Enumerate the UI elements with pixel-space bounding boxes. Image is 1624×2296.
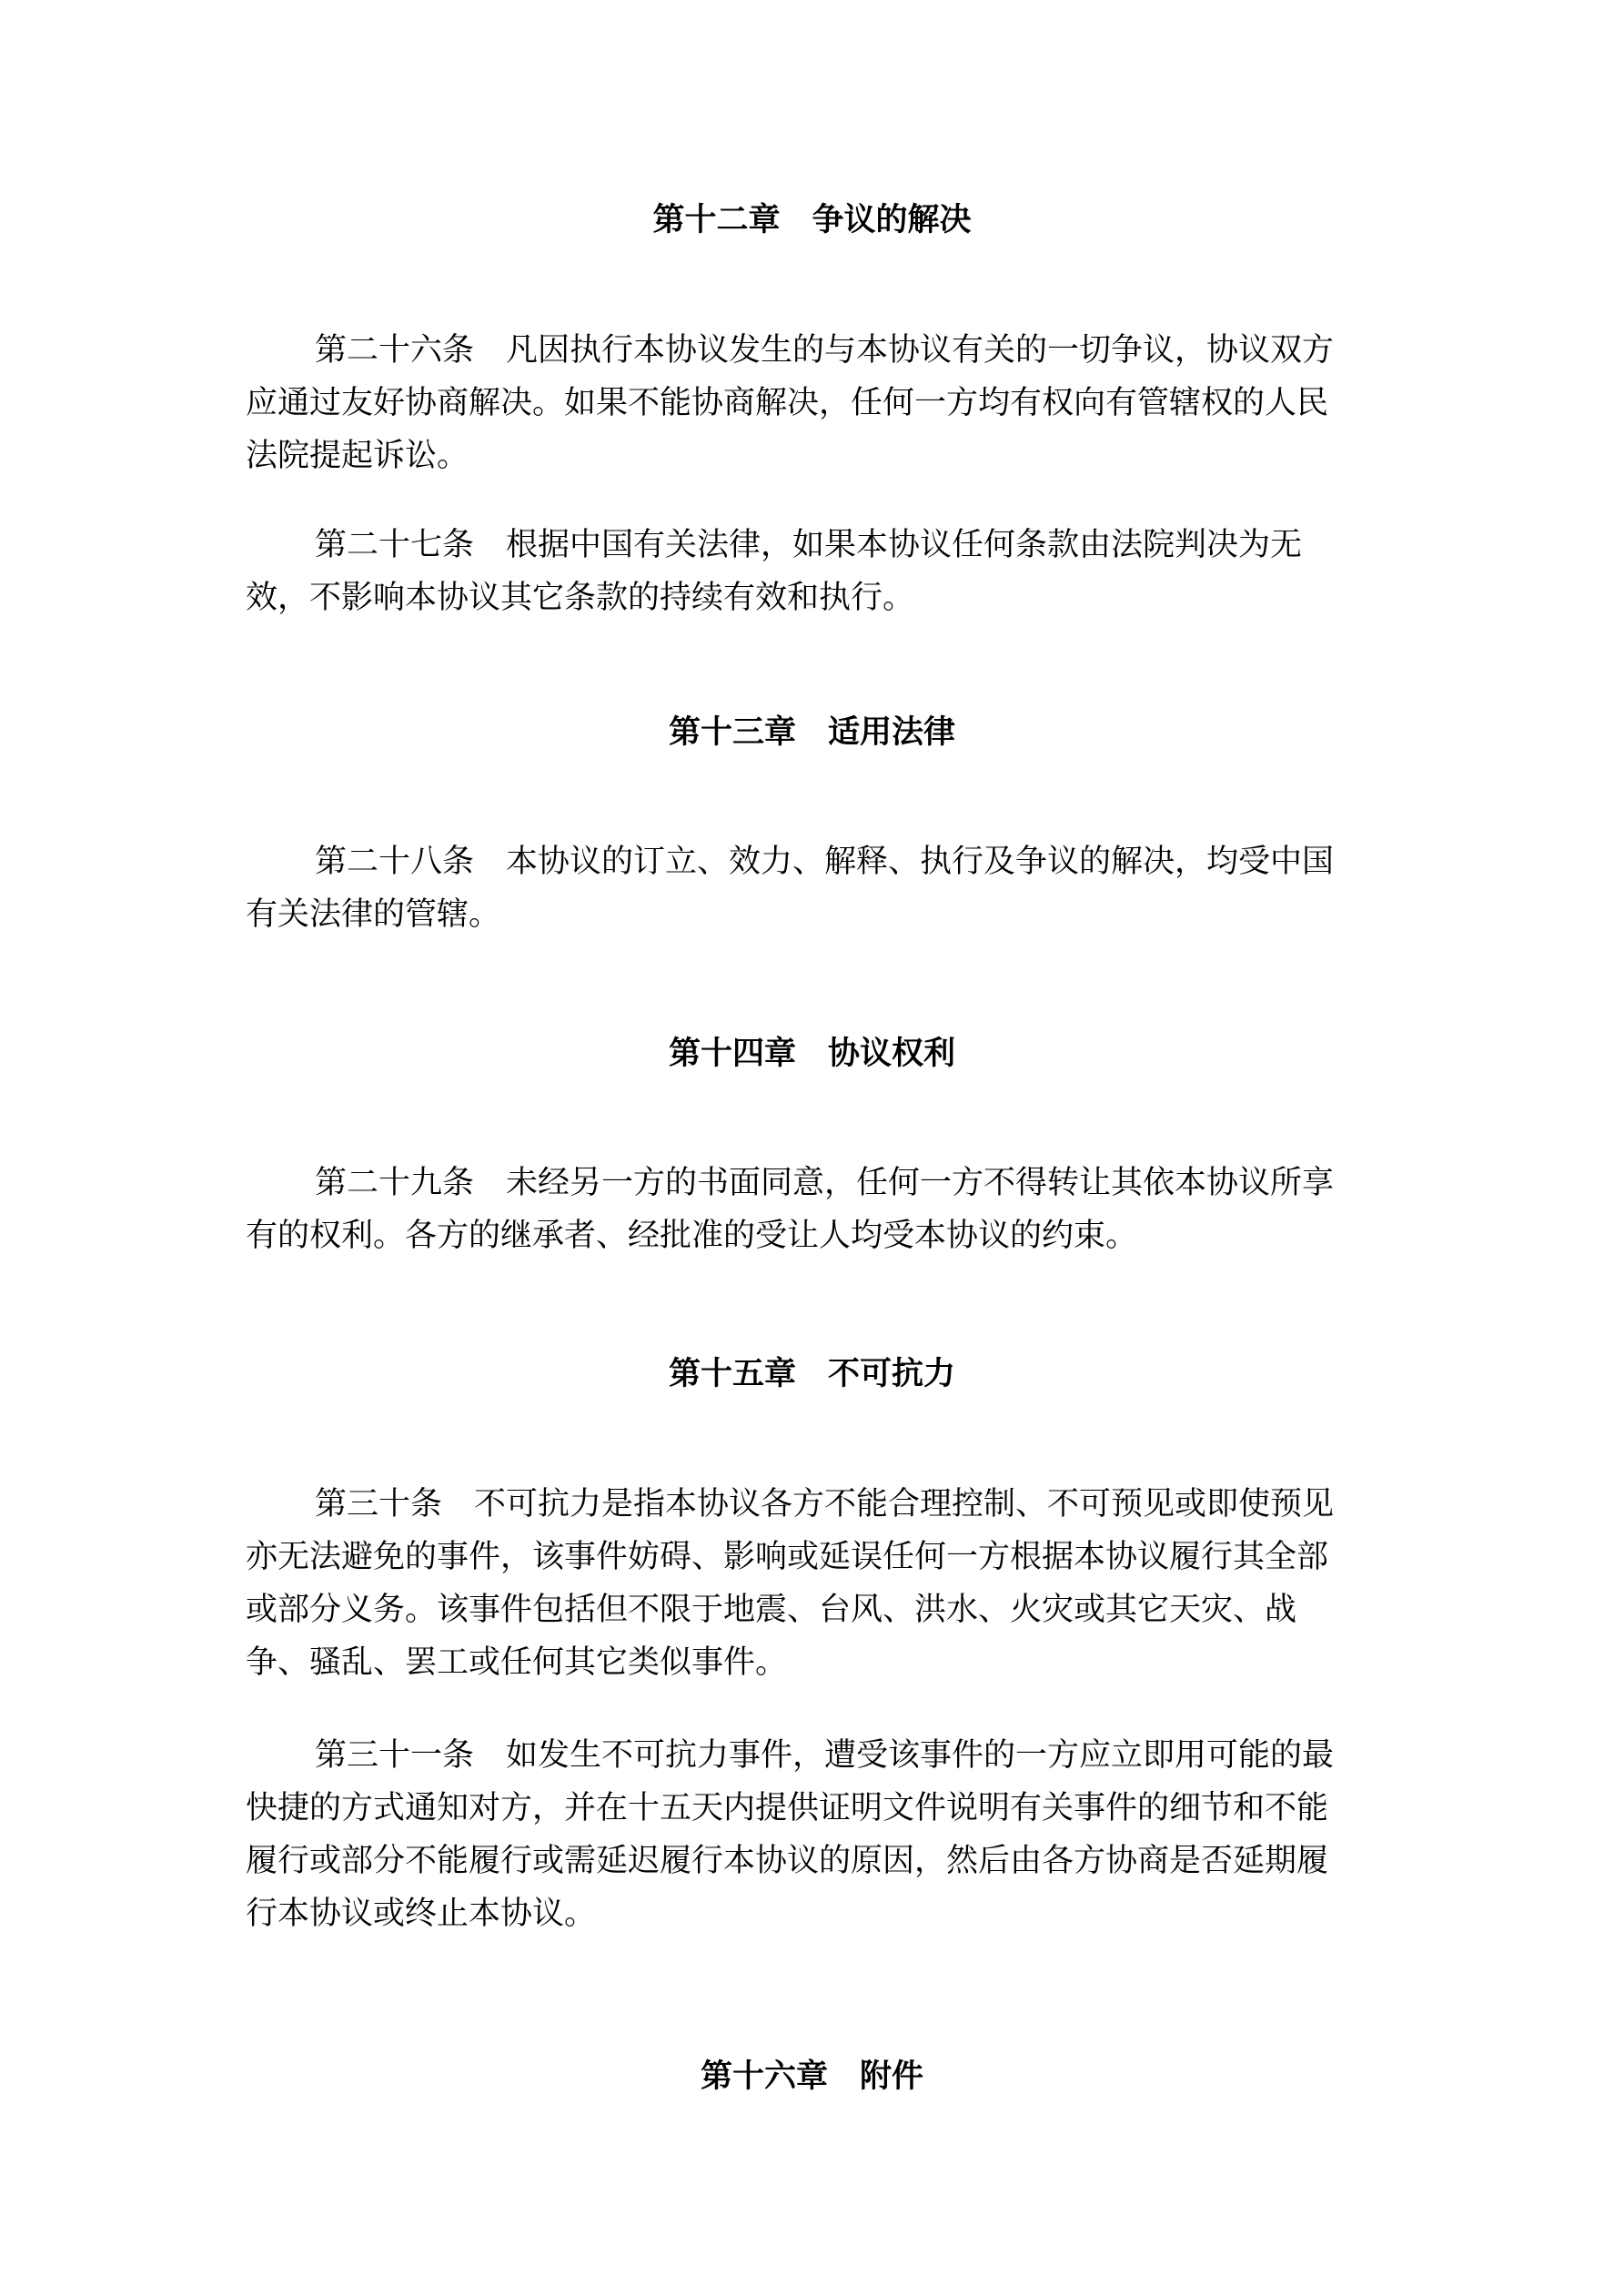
article-26-line-2: 应通过友好协商解决。如果不能协商解决，任何一方均有权向有管辖权的人民 — [246, 385, 1329, 421]
article-31 — [246, 1729, 1374, 1940]
article-27-line-1: 第二十七条 根据中国有关法律，如果本协议任何条款由法院判决为无 — [315, 527, 1303, 563]
article-29-line-2: 有的权利。各方的继承者、经批准的受让人均受本协议的约束。 — [246, 1218, 1138, 1254]
article-30 — [246, 1478, 1374, 1689]
article-30-line-4: 争、骚乱、罢工或任何其它类似事件。 — [246, 1644, 788, 1681]
chapter-15-title: 第十五章 不可抗力 — [668, 1356, 955, 1392]
chapter-14-title: 第十四章 协议权利 — [668, 1036, 955, 1072]
article-27-line-2: 效，不影响本协议其它条款的持续有效和执行。 — [246, 580, 915, 616]
article-29 — [246, 1157, 1374, 1262]
article-26-line-3: 法院提起诉讼。 — [246, 438, 469, 474]
article-31-line-3: 履行或部分不能履行或需延迟履行本协议的原因，然后由各方协商是否延期履 — [246, 1843, 1329, 1879]
article-30-line-2: 亦无法避免的事件，该事件妨碍、影响或延误任何一方根据本协议履行其全部 — [246, 1539, 1329, 1575]
article-31-line-4: 行本协议或终止本协议。 — [246, 1896, 597, 1932]
article-28 — [246, 835, 1374, 941]
article-29-line-1: 第二十九条 未经另一方的书面同意，任何一方不得转让其依本协议所享 — [315, 1165, 1335, 1201]
article-26-line-1: 第二十六条 凡因执行本协议发生的与本协议有关的一切争议，协议双方 — [315, 332, 1335, 369]
chapter-16-title: 第十六章 附件 — [700, 2058, 923, 2095]
article-27 — [246, 519, 1374, 624]
article-30-line-3: 或部分义务。该事件包括但不限于地震、台风、洪水、火灾或其它天灾、战 — [246, 1592, 1297, 1628]
article-26 — [246, 324, 1374, 482]
article-30-line-1: 第三十条 不可抗力是指本协议各方不能合理控制、不可预见或即使预见 — [315, 1486, 1335, 1522]
chapter-12-title: 第十二章 争议的解决 — [652, 202, 972, 238]
chapter-13-title: 第十三章 适用法律 — [668, 714, 955, 751]
article-31-line-1: 第三十一条 如发生不可抗力事件，遭受该事件的一方应立即用可能的最 — [315, 1737, 1335, 1774]
article-31-line-2: 快捷的方式通知对方，并在十五天内提供证明文件说明有关事件的细节和不能 — [246, 1790, 1329, 1826]
article-28-line-2: 有关法律的管辖。 — [246, 896, 501, 933]
article-28-line-1: 第二十八条 本协议的订立、效力、解释、执行及争议的解决，均受中国 — [315, 844, 1335, 880]
